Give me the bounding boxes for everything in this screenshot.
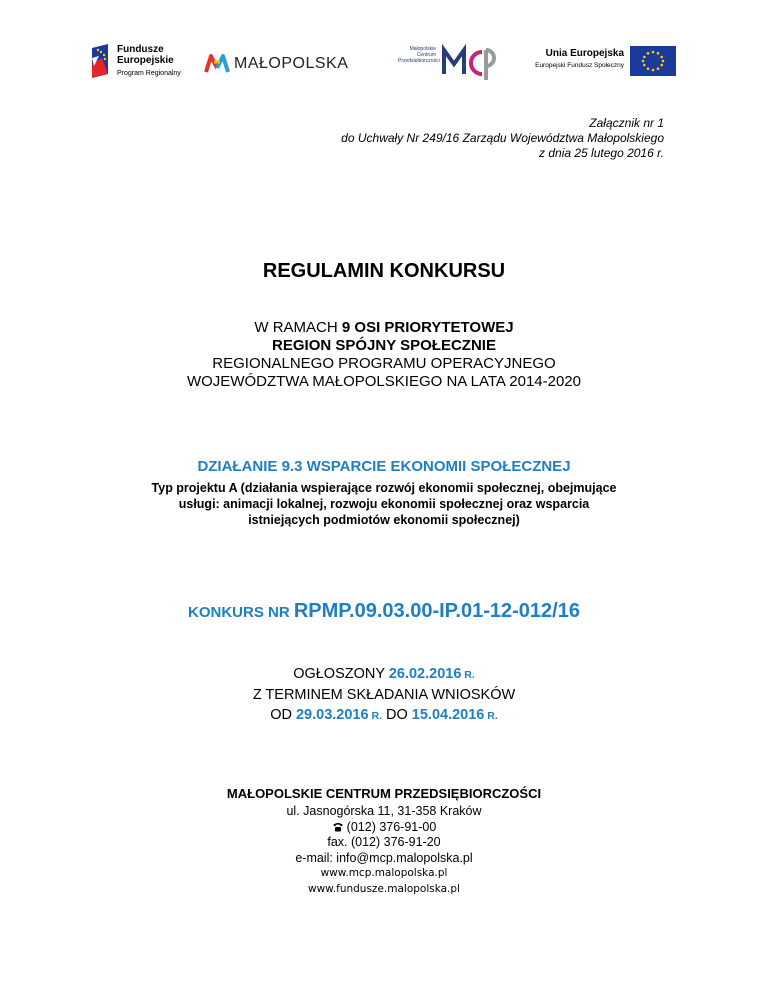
logo-bar (0, 38, 768, 88)
annex-reference (341, 116, 664, 161)
frame-line2: REGION SPÓJNY SPOŁECZNIE (272, 337, 496, 354)
from-r: R. (368, 710, 382, 722)
phone-icon (332, 822, 344, 832)
frame-line1-bold: 9 OSI PRIORYTETOWEJ (341, 319, 514, 336)
annex-line3: z dnia 25 lutego 2016 r. (539, 146, 664, 160)
org-website-mcp[interactable]: www.mcp.malopolska.pl (320, 867, 448, 879)
project-type-line3: istniejących podmiotów ekonomii społecznej) (248, 513, 520, 527)
fe-logo-line1: Fundusze (117, 44, 164, 55)
mcp-logo (398, 42, 498, 82)
action-title: DZIAŁANIE 9.3 WSPARCIE EKONOMII SPOŁECZNEJ (197, 458, 571, 475)
contest-number (0, 600, 768, 623)
org-address: ul. Jasnogórska 11, 31-358 Kraków (286, 804, 482, 818)
programme-frame (0, 319, 768, 391)
org-website-fundusze[interactable]: www.fundusze.malopolska.pl (308, 882, 460, 895)
mcp-small-line3: Przedsiębiorczości (398, 58, 440, 64)
contest-id: RPMP.09.03.00-IP.01-12-012/16 (293, 600, 580, 622)
mcp-mark-icon (442, 44, 498, 82)
malopolska-wordmark: MAŁOPOLSKA (234, 55, 349, 72)
ue-logo-line1: Unia Europejska (545, 48, 624, 59)
from-date: 29.03.2016 (295, 707, 369, 723)
eu-flag-icon (630, 46, 676, 76)
frame-line1-pre: W RAMACH (254, 319, 342, 336)
org-email[interactable]: e-mail: info@mcp.malopolska.pl (295, 850, 473, 865)
org-fax: fax. (012) 376-91-20 (327, 835, 441, 849)
contest-prefix: KONKURS NR (188, 604, 294, 621)
phone-line (0, 820, 768, 836)
annex-line1: Załącznik nr 1 (589, 116, 664, 130)
announced-r: R. (461, 669, 475, 681)
project-type-line1: Typ projektu A (działania wspierające rozwój ekonomii społecznej, obejmujące (151, 481, 617, 495)
document-title: REGULAMIN KONKURSU (262, 260, 506, 282)
fundusze-europejskie-logo (90, 44, 190, 82)
mcp-small-line1: Małopolskie (409, 46, 436, 52)
fe-logo-line2: Europejskie (117, 55, 174, 66)
project-type-line2: usługi: animacji lokalnej, rozwoju ekonomii społecznej oraz wsparcia (178, 497, 590, 511)
announced-date: 26.02.2016 (388, 666, 462, 682)
mcp-small-line2: Centrum (416, 52, 436, 58)
frame-line3: REGIONALNEGO PROGRAMU OPERACYJNEGO (212, 355, 556, 372)
dates-block (0, 664, 768, 726)
to-r: R. (484, 710, 498, 722)
fe-flag-icon (90, 44, 112, 78)
frame-line4: WOJEWÓDZTWA MAŁOPOLSKIEGO NA LATA 2014-2020 (186, 373, 581, 390)
to-date: 15.04.2016 (411, 707, 485, 723)
contact-block (0, 804, 768, 897)
to-label: DO (381, 707, 412, 723)
announced-label: OGŁOSZONY (293, 666, 389, 682)
annex-line2: do Uchwały Nr 249/16 Zarządu Województwa Małopolskiego (341, 131, 664, 145)
unia-europejska-logo (530, 46, 676, 76)
fe-logo-line3: Program Regionalny (117, 70, 181, 77)
org-phone: (012) 376-91-00 (346, 819, 437, 834)
organization-name: MAŁOPOLSKIE CENTRUM PRZEDSIĘBIORCZOŚCI (226, 786, 542, 801)
malopolska-mark-icon (204, 52, 230, 74)
project-type (60, 480, 708, 528)
from-label: OD (270, 707, 296, 723)
ue-logo-line2: Europejski Fundusz Społeczny (535, 62, 624, 69)
deadline-label: Z TERMINEM SKŁADANIA WNIOSKÓW (252, 687, 516, 703)
